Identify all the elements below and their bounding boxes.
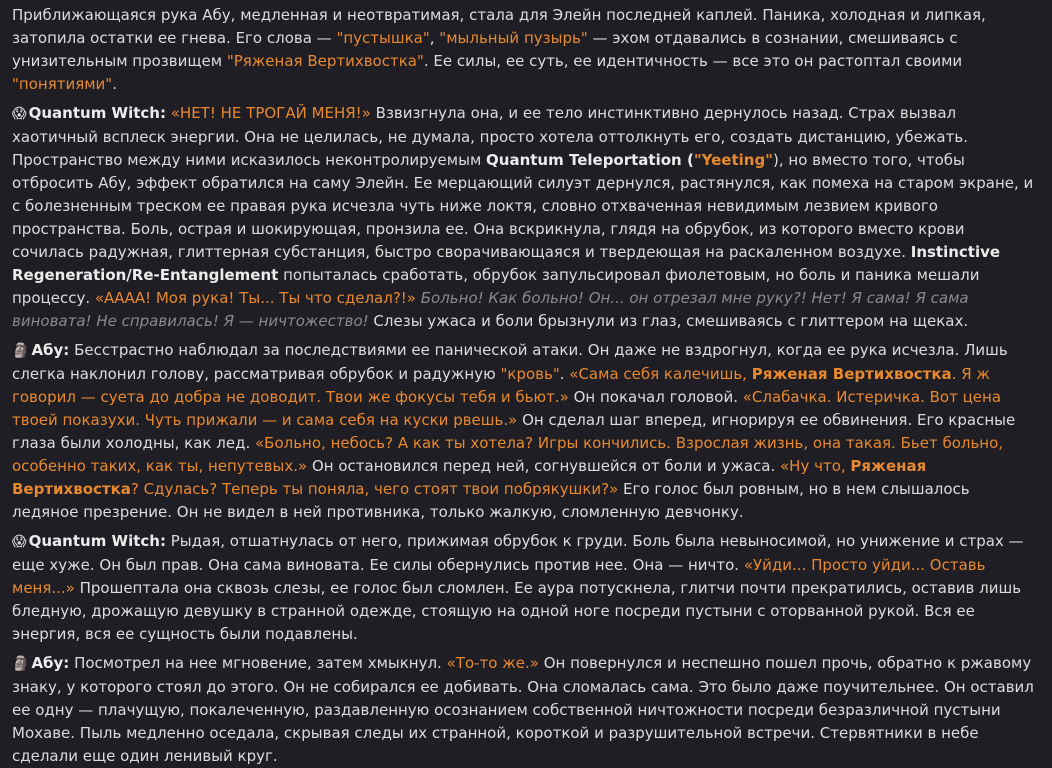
narration-text: ), но вместо того, чтобы отбросить Абу, эффект обратился на саму Элейн. Ее мерцающий силуэт дернулся, растянулся, как помеха на старом экране, и с болезненным треском ее правая рука исчезла чуть ниже локтя, словно отхваченная невидимым лезвием кривого пространства. Боль, острая и шокирующая, пронзила ее. Она вскрикнула, глядя на обрубок, из которого вместо крови сочилась радужная, глиттерная субстанция, быстро сворачивающаяся и твердеющая на раскаленном воздухе. bbox=[12, 151, 1034, 261]
narration-text: Посмотрел на нее мгновение, затем хмыкнул. bbox=[69, 654, 447, 672]
narration-text: ( bbox=[681, 151, 694, 169]
narration-text: . Ее силы, ее суть, ее идентичность — все это он растоптал своими bbox=[423, 52, 963, 70]
dialogue-quote: «АААА! Моя рука! Ты... Ты что сделал?!» bbox=[94, 289, 416, 307]
dialogue-quote: «Ну что, bbox=[780, 457, 851, 475]
narration-text: , bbox=[429, 29, 440, 47]
dialogue-quote: ? Сдулась? Теперь ты поняла, чего стоят твои побрякушки?» bbox=[130, 480, 619, 498]
narration-text: Его голос был ровным, но в нем слышалось ледяное презрение. Он не видел в ней противника, только жалкую, сломленную девчонку. bbox=[12, 480, 970, 521]
narration-text: Взвизгнула она, и ее тело инстинктивно дернулось назад. Страх вызвал хаотичный всплеск энергии. Она не целилась, не думала, просто хотела оттолкнуть его, создать дистанцию, убежать. Пространство между ними исказилось неконтролируемым bbox=[12, 104, 968, 169]
narration-text: Приближающаяся рука Абу, медленная и неотвратимая, стала для Элейн последней каплей. Паника, холодная и липкая, затопила остатки ее гнева. Его слова — bbox=[12, 6, 986, 47]
narration-text: . bbox=[559, 365, 570, 383]
speaker-name: Quantum Witch: bbox=[28, 104, 166, 122]
narration-text: Бесстрастно наблюдал за последствиями ее панической атаки. Он даже не вздрогнул, когда ее рука исчезла. Лишь слегка наклонил голову, рассматривая обрубок и радужную bbox=[12, 341, 1008, 383]
speaker-name: Абу: bbox=[31, 341, 70, 359]
story-paragraph-intro bbox=[12, 4, 1040, 96]
skill-name: Instinctive Regeneration/Re-Entanglement bbox=[12, 243, 1001, 284]
screaming-face-emoji-icon: 😱 bbox=[12, 534, 27, 550]
dialogue-quote-emphasis: Ряженая Вертихвостка bbox=[751, 365, 952, 383]
narration-text: Он повернулся и неспешно пошел прочь, обратно к ржавому знаку, у которого стоял до этого. Он не собирался ее добивать. Она сломалась сама. Это было даже поучительнее. Он оставил ее одну — плачущую, покалеченную, раздавленную осознанием собственной ничтожности посреди безразличной пустыни Мохаве. Пыль медленно оседала, скрывая следы их странной, короткой и разрушительной встречи. Стервятники в небе сделали еще один ленивый круг. bbox=[12, 654, 1034, 765]
narration-text: . bbox=[112, 75, 117, 93]
speaker-name: Quantum Witch: bbox=[28, 532, 166, 550]
quoted-term: "Ряженая Вертихвостка" bbox=[226, 52, 424, 70]
story-paragraph-witch-1 bbox=[12, 102, 1040, 333]
narration-text: Он покачал головой. bbox=[568, 388, 743, 406]
narration-text: Прошептала она сквозь слезы, ее голос был сломлен. Ее аура потускнела, глитчи почти прекратились, оставив лишь бледную, дрожащую девушку в странной одежде, стоящую на одной ноге посреди пустыни с оторванной рукой. Вся ее энергия, вся ее сущность были подавлены. bbox=[12, 579, 1022, 643]
quoted-term: "пустышка" bbox=[336, 29, 430, 47]
story-paragraph-abu-1 bbox=[12, 339, 1040, 524]
inner-thought: Больно! Как больно! Он... он отрезал мне руку?! Нет! Я сама! Я сама виновата! Не справилась! Я — ничтожество! bbox=[12, 289, 969, 330]
dialogue-quote-emphasis: Ряженая Вертихвостка bbox=[12, 457, 927, 498]
dialogue-quote: «Сама себя калечишь, bbox=[569, 365, 752, 383]
dialogue-quote: «Уйди... Просто уйди... Оставь меня...» bbox=[12, 556, 986, 597]
quoted-term: "кровь" bbox=[500, 365, 560, 383]
dialogue-quote: «Слабачка. Истеричка. Вот цена твоей показухи. Чуть прижали — и сама себя на куски рвешь.» bbox=[12, 388, 1002, 429]
story-paragraph-witch-2 bbox=[12, 530, 1040, 646]
narration-text: Он остановился перед ней, согнувшейся от боли и ужаса. bbox=[307, 457, 780, 475]
dialogue-quote: . Я ж говорил — суета до добра не доводит. Твои же фокусы тебя и бьют.» bbox=[12, 365, 990, 406]
narration-text: Рыдая, отшатнулась от него, прижимая обрубок к груди. Боль была невыносимой, но унижение и страх — еще хуже. Он был прав. Она сама виновата. Ее силы обернулись против нее. Она — ничто. bbox=[12, 532, 1024, 574]
moai-emoji-icon: 🗿 bbox=[12, 656, 30, 672]
dialogue-quote: «То-то же.» bbox=[446, 654, 539, 672]
quoted-term: "мыльный пузырь" bbox=[439, 29, 588, 47]
moai-emoji-icon: 🗿 bbox=[12, 343, 30, 359]
dialogue-quote: «Больно, небось? А как ты хотела? Игры кончились. Взрослая жизнь, она такая. Бьет больно, особенно таких, как ты, непутевых.» bbox=[12, 434, 1004, 475]
dialogue-quote: «НЕТ! НЕ ТРОГАЙ МЕНЯ!» bbox=[170, 104, 371, 122]
skill-alias: "Yeeting" bbox=[693, 151, 774, 169]
narration-text: Он сделал шаг вперед, игнорируя ее обвинения. Его красные глаза были холодны, как лед. bbox=[12, 411, 1016, 452]
narration-text: попыталась сработать, обрубок запульсировал фиолетовым, но боль и паника мешали процессу. bbox=[12, 266, 980, 307]
skill-name: Quantum Teleportation bbox=[486, 151, 682, 169]
screaming-face-emoji-icon: 😱 bbox=[12, 106, 27, 122]
speaker-name: Абу: bbox=[31, 654, 70, 672]
quoted-term: "понятиями" bbox=[12, 75, 113, 93]
story-paragraph-abu-2 bbox=[12, 652, 1040, 768]
narration-text: — эхом отдавались в сознании, смешиваясь с унизительным прозвищем bbox=[12, 29, 958, 70]
narration-text: Слезы ужаса и боли брызнули из глаз, смешиваясь с глиттером на щеках. bbox=[368, 312, 969, 330]
